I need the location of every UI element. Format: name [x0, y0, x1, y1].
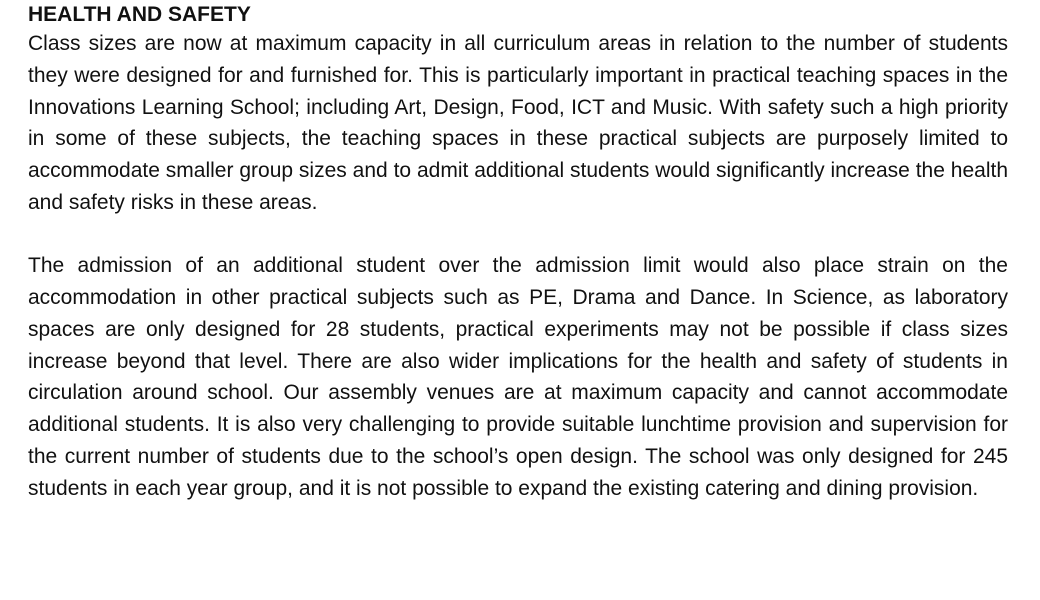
document-section: [28, 0, 1008, 505]
section-heading: HEALTH AND SAFETY: [28, 3, 251, 26]
paragraph-class-sizes: Class sizes are now at maximum capacity in all curriculum areas in relation to the number of students they were designed for and furnished for. This is particularly important in practical teaching spaces in the Innovations Learning School; including Art, Design, Food, ICT and Music. With safety such a high priority in some of these subjects, the teaching spaces in these practical subjects are purposely limited to accommodate smaller group sizes and to admit additional students would significantly increase the health and safety risks in these areas.: [28, 32, 1008, 214]
paragraph-admission: The admission of an additional student over the admission limit would also place strain on the accommodation in other practical subjects such as PE, Drama and Dance. In Science, as laboratory spaces are only designed for 28 students, practical experiments may not be possible if class sizes increase beyond that level. There are also wider implications for the health and safety of students in circulation around school. Our assembly venues are at maximum capacity and cannot accommodate additional students. It is also very challenging to provide suitable lunchtime provision and supervision for the current number of students due to the school’s open design. The school was only designed for 245 students in each year group, and it is not possible to expand the existing catering and dining provision.: [28, 254, 1008, 500]
